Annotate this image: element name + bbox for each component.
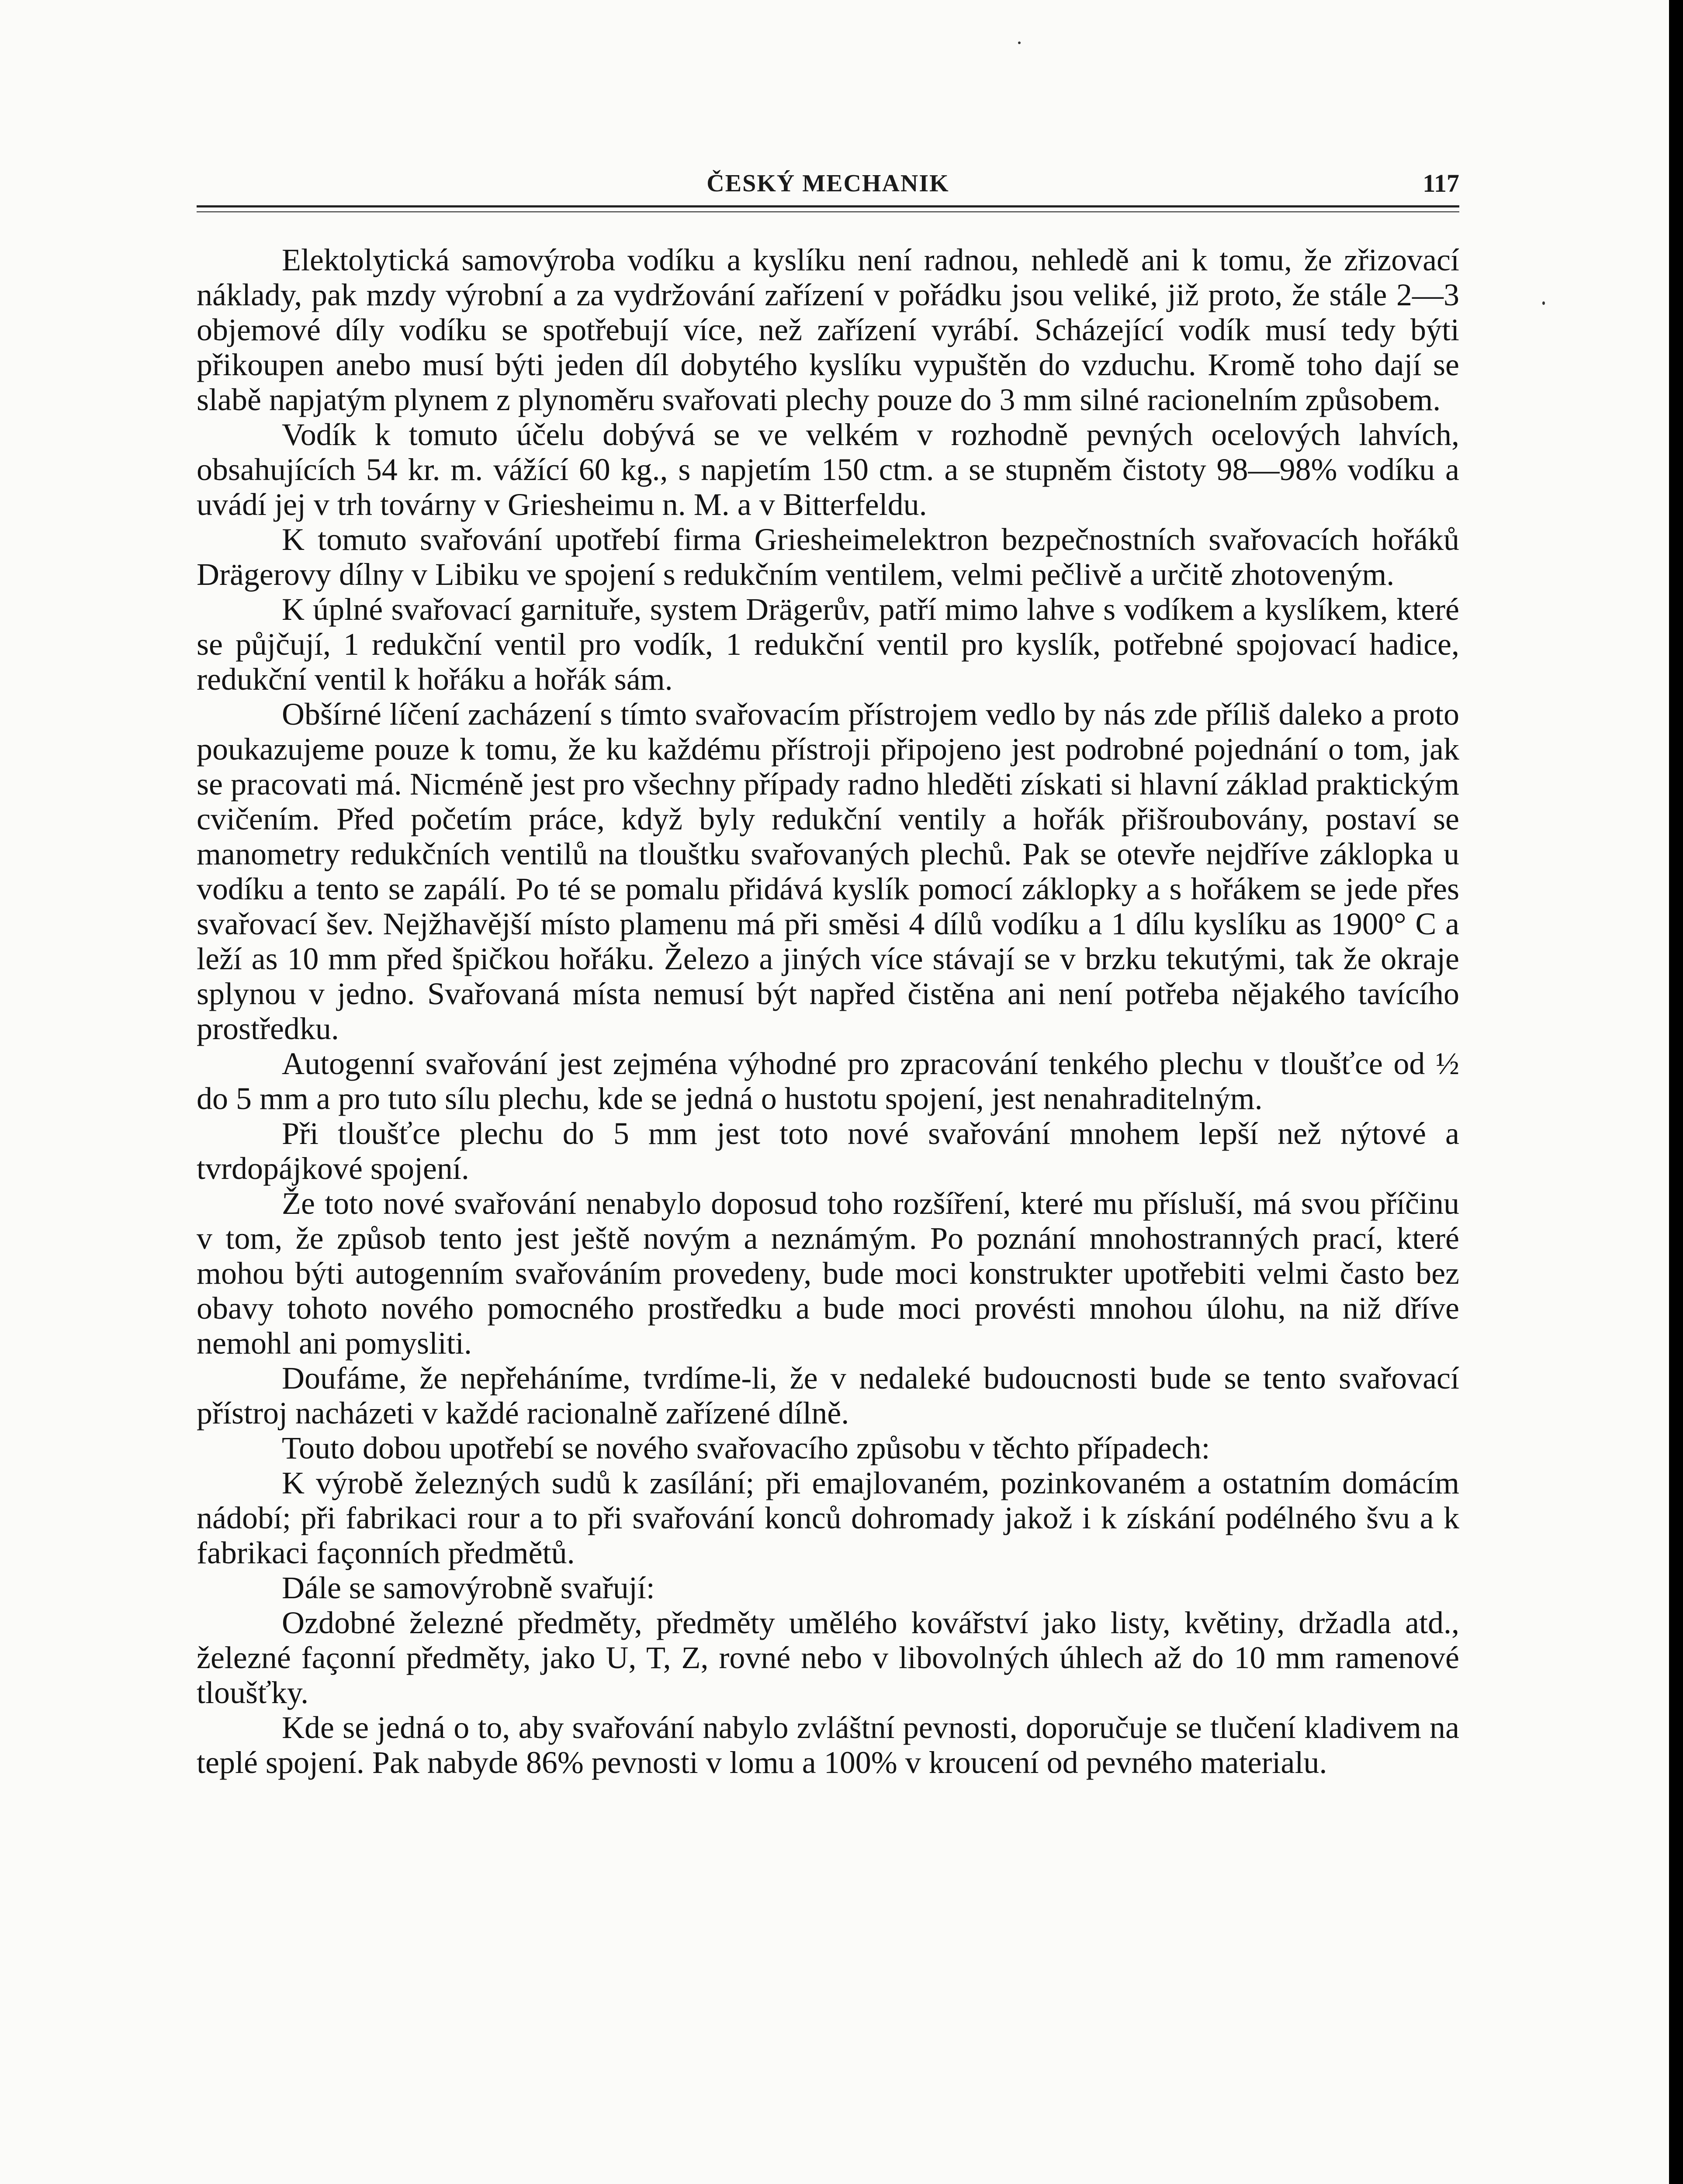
paragraph: Doufáme, že nepřeháníme, tvrdíme-li, že v nedaleké budoucnosti bude se tento svařovací přístroj nacházeti v každé racionalně zařízené dílně. xyxy=(197,1361,1459,1431)
paragraph: Že toto nové svařování nenabylo doposud toho rozšíření, které mu přísluší, má svou příčinu v tom, že způsob tento jest ještě novým a neznámým. Po poznání mnohostranných prací, které mohou býti autogenním svařováním provedeny, bude moci konstrukter upotřebiti velmi často bez obavy tohoto nového pomocného prostředku a bude moci provésti mnohou úlohu, na niž dříve nemohl ani pomysliti. xyxy=(197,1186,1459,1361)
running-header xyxy=(197,166,1459,201)
paragraph: K úplné svařovací garnituře, system Drägerův, patří mimo lahve s vodíkem a kyslíkem, které se půjčují, 1 redukční ventil pro vodík, 1 redukční ventil pro kyslík, potřebné spojovací hadice, redukční ventil k hořáku a hořák sám. xyxy=(197,592,1459,697)
paragraph: K tomuto svařování upotřebí firma Griesheimelektron bezpečnostních svařovacích hořáků Drägerovy dílny v Libiku ve spojení s redukčním ventilem, velmi pečlivě a určitě zhotoveným. xyxy=(197,522,1459,592)
scan-edge-border xyxy=(1669,0,1683,2184)
paragraph: Dále se samovýrobně svařují: xyxy=(282,1570,655,1605)
paragraph: Touto dobou upotřebí se nového svařovacího způsobu v těchto případech: xyxy=(282,1431,1210,1465)
paragraph: Elektolytická samovýroba vodíku a kyslíku není radnou, nehledě ani k tomu, že zřizovací náklady, pak mzdy výrobní a za vydržování zařízení v pořádku jsou veliké, již proto, že stále 2—3 objemové díly vodíku se spotřebují více, než zařízení vyrábí. Scházející vodík musí tedy býti přikoupen anebo musí býti jeden díl dobytého kyslíku vypuštěn do vzduchu. Kromě toho dají se slabě napjatým plynem z plynoměru svařovati plechy pouze do 3 mm silné racionelním způsobem. xyxy=(197,242,1459,417)
paragraph: Ozdobné železné předměty, předměty umělého kovářství jako listy, květiny, držadla atd., železné façonní předměty, jako U, T, Z, rovné nebo v libovolných úhlech až do 10 mm ramenové tloušťky. xyxy=(197,1605,1459,1710)
scan-speck xyxy=(1542,301,1545,305)
paragraph: K výrobě železných sudů k zasílání; při emajlovaném, pozinkovaném a ostatním domácím nádobí; při fabrikaci rour a to při svařování konců dohromady jakož i k získání podélného švu a k fabrikaci façonních předmětů. xyxy=(197,1465,1459,1570)
page-number: 117 xyxy=(1423,169,1459,197)
article-body xyxy=(197,242,1459,1780)
header-rule-thick xyxy=(197,205,1459,207)
scan-speck xyxy=(1018,41,1021,44)
paragraph: Při tloušťce plechu do 5 mm jest toto nové svařování mnohem lepší než nýtové a tvrdopájkové spojení. xyxy=(197,1116,1459,1186)
journal-title: ČESKÝ MECHANIK xyxy=(706,170,949,197)
paragraph: Kde se jedná o to, aby svařování nabylo zvláštní pevnosti, doporučuje se tlučení kladivem na teplé spojení. Pak nabyde 86% pevnosti v lomu a 100% v kroucení od pevného materialu. xyxy=(197,1710,1459,1780)
paragraph: Obšírné líčení zacházení s tímto svařovacím přístrojem vedlo by nás zde příliš daleko a proto poukazujeme pouze k tomu, že ku každému přístroji připojeno jest podrobné pojednání o tom, jak se pracovati má. Nicméně jest pro všechny případy radno hleděti získati si hlavní základ praktickým cvičením. Před početím práce, když byly redukční ventily a hořák přišroubovány, postaví se manometry redukčních ventilů na tlouštku svařovaných plechů. Pak se otevře nejdříve záklopka u vodíku a tento se zapálí. Po té se pomalu přidává kyslík pomocí záklopky a s hořákem se jede přes svařovací šev. Nejžhavější místo plamenu má při směsi 4 dílů vodíku a 1 dílu kyslíku as 1900° C a leží as 10 mm před špičkou hořáku. Železo a jiných více stávají se v brzku tekutými, tak že okraje splynou v jedno. Svařovaná místa nemusí být napřed čistěna ani není potřeba nějakého tavícího prostředku. xyxy=(197,697,1459,1046)
paragraph: Vodík k tomuto účelu dobývá se ve velkém v rozhodně pevných ocelových lahvích, obsahujících 54 kr. m. vážící 60 kg., s napjetím 150 ctm. a se stupněm čistoty 98—98% vodíku a uvádí jej v trh továrny v Griesheimu n. M. a v Bitterfeldu. xyxy=(197,417,1459,522)
header-rule-thin xyxy=(197,211,1459,212)
paragraph: Autogenní svařování jest zejména výhodné pro zpracování tenkého plechu v tloušťce od ½ do 5 mm a pro tuto sílu plechu, kde se jedná o hustotu spojení, jest nenahraditelným. xyxy=(197,1046,1459,1116)
